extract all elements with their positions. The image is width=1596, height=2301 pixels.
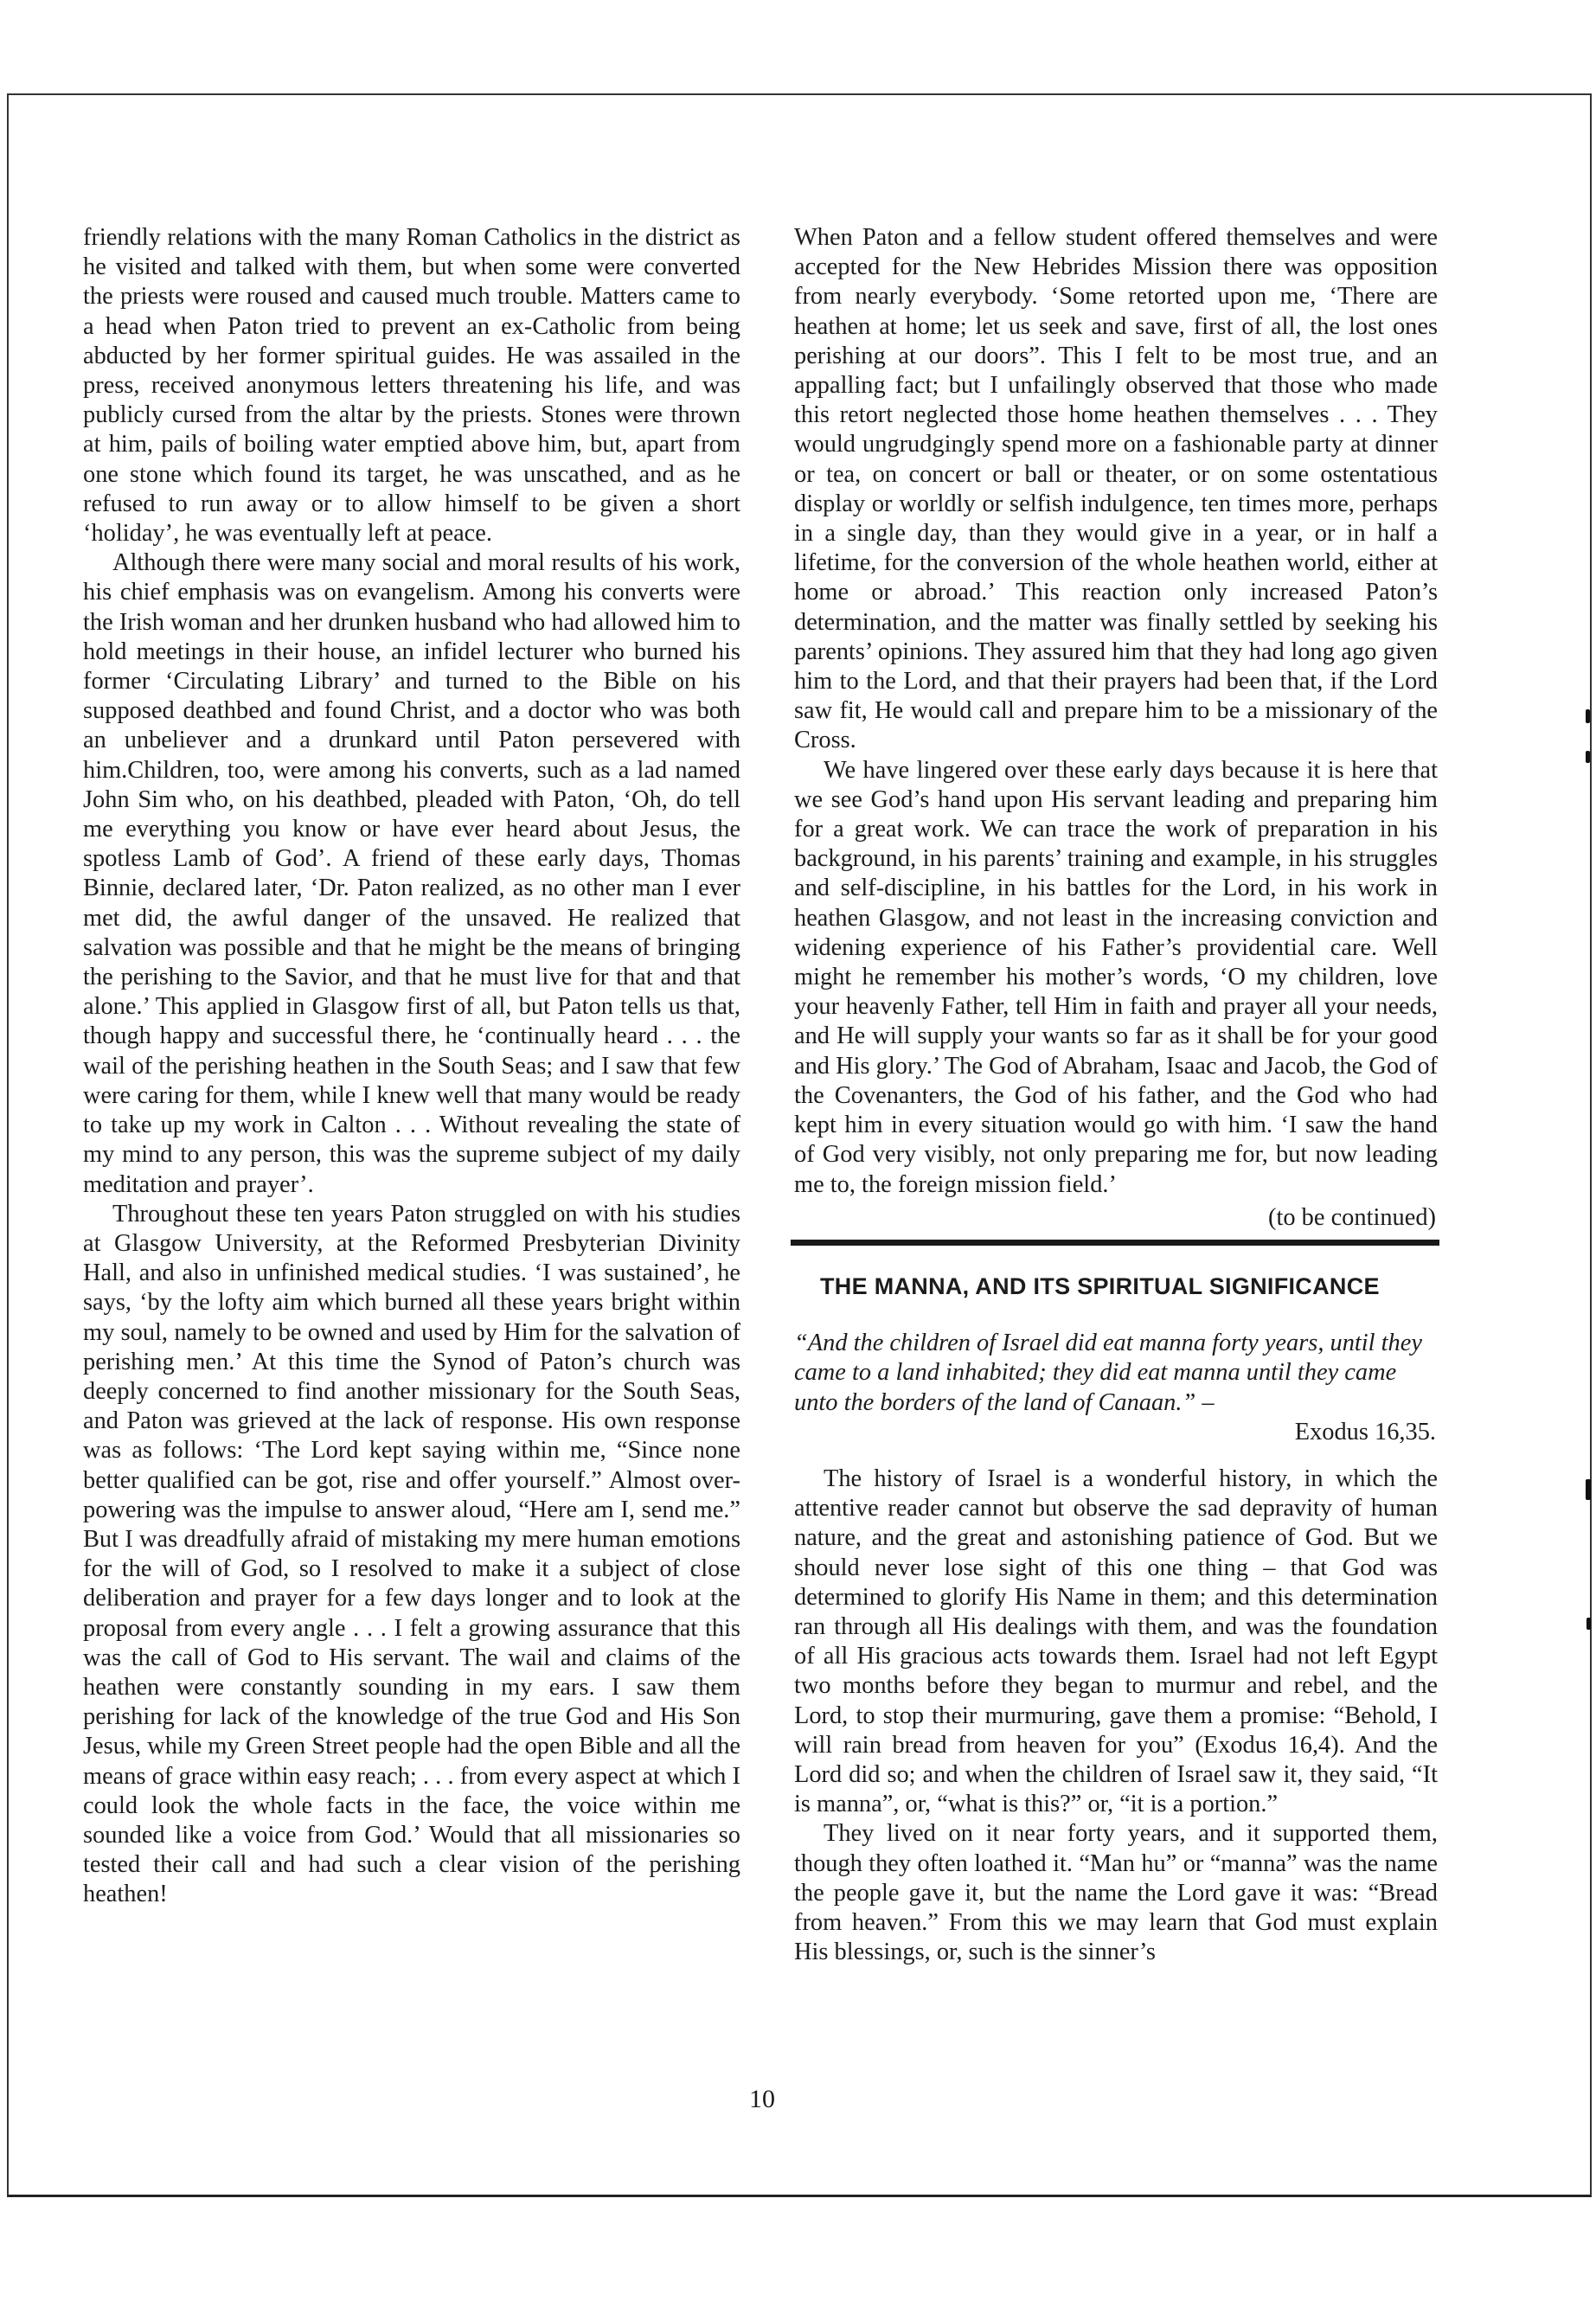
continued-note: (to be continued) <box>1268 1203 1436 1231</box>
right-column <box>794 223 1438 1967</box>
epigraph: “And the children of Israel did eat manna forty years, until they came to a land inhabited; they did eat manna until they came unto the borders of the land of Canaan.” – <box>794 1330 1422 1416</box>
paragraph: friendly relations with the many Roman Catholics in the district as he visited and talked with them, but when some were converted the priests were roused and caused much trouble. Matters came to a head when Paton tried to prevent an ex-Catholic from being abducted by her former spiritual guides. He was assailed in the press, received anonymous letters threatening his life, and was publicly cursed from the altar by the priests. Stones were thrown at him, pails of boiling water emptied above him, but, apart from one stone which found its target, he was unscathed, and as he refused to run away or to allow himself to be given a short ‘holiday’, he was eventually left at peace. <box>83 224 740 548</box>
paragraph: They lived on it near forty years, and it supported them, though they often loathed it. “Man hu” or “manna” was the name the people gave it, but the name the Lord gave it was: “Bread from heaven.” From this we may learn that God must explain His blessings, or, such is the sinner’s <box>794 1820 1438 1966</box>
margin-speck <box>1586 709 1590 723</box>
paragraph: When Paton and a fellow student offered themselves and were accepted for the New Hebrides Mission there was opposition from nearly everybody. ‘Some retorted upon me, ‘There are heathen at home; let us seek and save, first of all, the lost ones perishing at our doors”. This I felt to be most true, and an appalling fact; but I unfailingly observed that those who made this retort neglected those home heathen themselves . . . They would ungrudgingly spend more on a fashionable party at dinner or tea, on concert or ball or theater, or on some ostentatious display or worldly or selfish indulgence, ten times more, perhaps in a single day, than they would give in a year, or in half a lifetime, for the conversion of the whole heathen world, either at home or abroad.’ This reaction only increased Paton’s determination, and the matter was finally settled by seeking his parents’ opinions. They assured him that they had long ago given him to the Lord, and that their prayers had been that, if the Lord saw fit, He would call and prepare him to be a missionary of the Cross. <box>794 224 1438 754</box>
paragraph: The history of Israel is a wonderful history, in which the attentive reader cannot but observe the sad depravity of human nature, and the great and astonishing patience of God. But we should never lose sight of this one thing – that God was determined to glorify His Name in them; and this determination ran through all His dealings with them, and was the foundation of all His gracious acts towards them. Israel had not left Egypt two months before they began to murmur and rebel, and the Lord, to stop their murmuring, gave them a promise: “Behold, I will rain bread from heaven for you” (Exodus 16,4). And the Lord did so; and when the children of Israel saw it, they said, “It is manna”, or, “what is this?” or, “it is a portion.” <box>794 1465 1438 1818</box>
epigraph-reference: Exodus 16,35. <box>1294 1418 1436 1445</box>
section-title: THE MANNA, AND ITS SPIRITUAL SIGNIFICANCE <box>820 1272 1380 1299</box>
margin-speck <box>1586 1618 1591 1630</box>
margin-speck <box>1586 751 1590 763</box>
margin-speck <box>1586 1479 1591 1500</box>
page-number: 10 <box>749 2085 775 2113</box>
paragraph: Although there were many social and moral results of his work, his chief emphasis was on evangelism. Among his converts were the Irish woman and her drunken husband who had allowed him to hold meetings in their house, an infidel lecturer who burned his former ‘Circulating Library’ and turned to the Bible on his supposed deathbed and found Christ, and a doctor who was both an unbeliever and a drunkard until Paton persevered with him.Children, too, were among his converts, such as a lad named John Sim who, on his deathbed, pleaded with Paton, ‘Oh, do tell me everything you know or have ever heard about Jesus, the spotless Lamb of God’. A friend of these early days, Thomas Binnie, declared later, ‘Dr. Paton realized, as no other man I ever met did, the awful danger of the unsaved. He realized that salvation was possible and that he might be the means of bringing the perishing to the Savior, and that he must live for that and that alone.’ This applied in Glasgow first of all, but Paton tells us that, though happy and successful there, he ‘continually heard . . . the wail of the perishing heathen in the South Seas; and I saw that few were caring for them, while I knew well that many would be ready to take up my work in Calton . . . Without revealing the state of my mind to any person, this was the supreme subject of my daily meditation and prayer’. <box>83 549 740 1198</box>
paragraph: Throughout these ten years Paton struggled on with his studies at Glasgow University, at the Reformed Presbyterian Divinity Hall, and also in unfinished medical studies. ‘I was sustained’, he says, ‘by the lofty aim which burned all these years bright within my soul, namely to be owned and used by Him for the salvation of perishing men.’ At this time the Synod of Paton’s church was deeply concerned to find another missionary for the South Seas, and Paton was grieved at the lack of response. His own response was as follows: ‘The Lord kept saying within me, “Since none better qualified can be got, rise and offer yourself.” Almost over-powering was the impulse to answer aloud, “Here am I, send me.” But I was dreadfully afraid of mistaking my mere human emotions for the will of God, so I resolved to make it a subject of close deliberation and prayer for a few days longer and to look at the proposal from every angle . . . I felt a growing assurance that this was the call of God to His servant. The wail and claims of the heathen were constantly sounding in my ears. I saw them perishing for lack of the knowledge of the true God and His Son Jesus, while my Green Street people had the open Bible and all the means of grace within easy reach; . . . from every aspect at which I could look the whole facts in the face, the voice within me sounded like a voice from God.’ Would that all missionaries so tested their call and had such a clear vision of the perishing heathen! <box>83 1200 740 1908</box>
paragraph: We have lingered over these early days because it is here that we see God’s hand upon His servant leading and preparing him for a great work. We can trace the work of preparation in his background, in his parents’ training and example, in his struggles and self-discipline, in his battles for the Lord, in his work in heathen Glasgow, and not least in the increasing conviction and widening experience of his Father’s providential care. Well might he remember his mother’s words, ‘O my children, love your heavenly Father, tell Him in faith and prayer all your needs, and He will supply your wants so far as it shall be for your good and His glory.’ The God of Abraham, Isaac and Jacob, the God of the Covenanters, the God of his father, and the God who had kept him in every situation would go with him. ‘I saw the hand of God very visibly, not only preparing me for, but now leading me to, the foreign mission field.’ <box>794 756 1438 1198</box>
left-column <box>83 223 740 1910</box>
section-divider <box>791 1240 1439 1246</box>
